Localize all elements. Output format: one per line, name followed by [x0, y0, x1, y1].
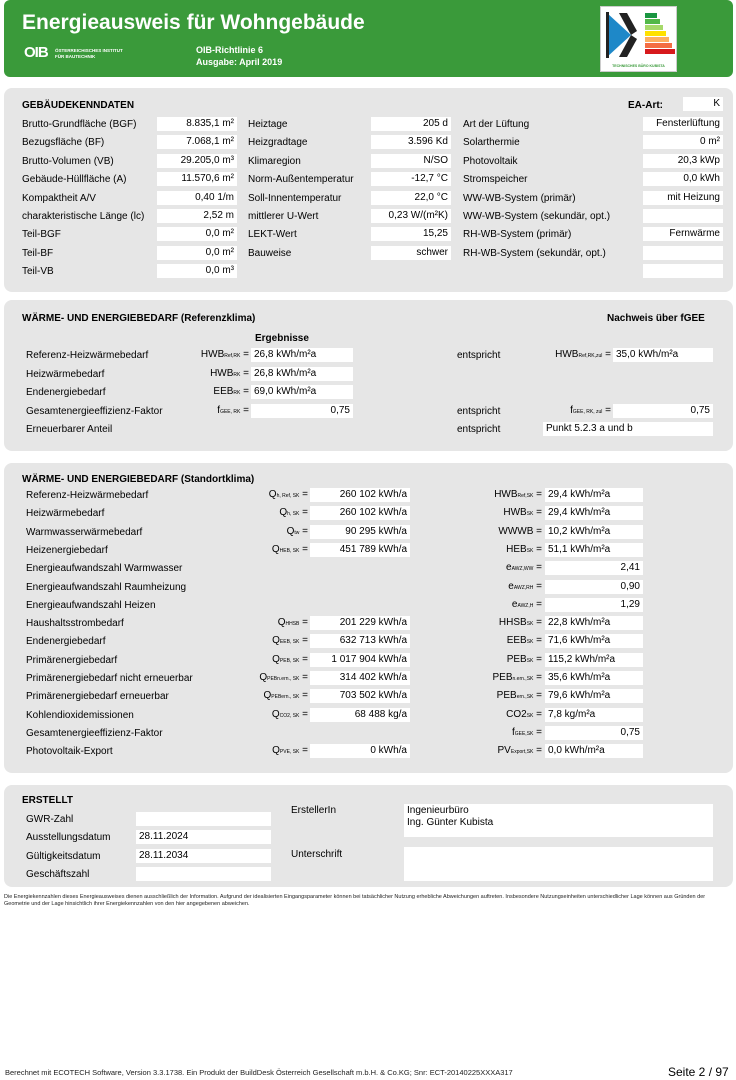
geb-value: 0,0 kWh — [643, 172, 723, 186]
ref-entspricht: entspricht — [457, 424, 501, 435]
std-value: 260 102 kWh/a — [310, 488, 410, 502]
richtlinie: OIB-Richtlinie 6 — [196, 45, 264, 55]
std-symbol-2-sub: GEE,SK — [514, 730, 534, 737]
geb-value: schwer — [371, 246, 451, 260]
std-symbol-2-main: e — [508, 580, 514, 592]
std-symbol-2-eq: = — [533, 672, 542, 683]
geb-value — [643, 264, 723, 278]
nachweis-label: Nachweis über fGEE — [607, 313, 705, 324]
geb-label: charakteristische Länge (lc) — [22, 211, 145, 222]
erstellt-label: Ausstellungsdatum — [26, 832, 111, 844]
std-symbol-eq: = — [299, 672, 308, 683]
geb-label: Heizgradtage — [248, 137, 308, 149]
std-label: Heizwärmebedarf — [26, 508, 105, 520]
ersteller-line-1: Ingenieurbüro — [407, 805, 469, 816]
ref-value-2: 35,0 kWh/m²a — [613, 348, 713, 362]
std-symbol-2 — [430, 709, 542, 722]
geb-value: 22,0 °C — [371, 191, 451, 205]
referenzklima-title: WÄRME- UND ENERGIEBEDARF (Referenzklima) — [22, 313, 256, 324]
std-value-2: 29,4 kWh/m²a — [545, 488, 643, 502]
geb-value — [643, 246, 723, 260]
std-symbol-2-main: PV — [497, 745, 511, 757]
ref-label: Endenergiebedarf — [26, 387, 106, 398]
geb-label: Soll-Innentemperatur — [248, 192, 342, 204]
std-symbol-2-sub: SK — [526, 657, 534, 664]
geb-value: 3.596 Kd — [371, 135, 451, 149]
oib-logo: OIB — [24, 44, 48, 61]
std-label: Referenz-Heizwärmebedarf — [26, 490, 149, 501]
footer-software: Berechnet mit ECOTECH Software, Version 3.3.1738. Ein Produkt der BuildDesk Österreich Gesellschaft m.b.H. & Co.KG; Snr: ECT-20140225XXXA317 — [5, 1068, 513, 1077]
std-symbol-sub: PEBn.ern., SK — [267, 676, 300, 682]
geb-value: 0,23 W/(m²K) — [371, 209, 451, 223]
disclaimer: Die Energiekennzahlen dieses Energieausweises dienen ausschließlich der Information. Aufgrund der idealisierten Eingangsparameter können bei tatsächlicher Nutzung erhebliche Abweichungen auftreten. Insbesondere Nutzungseinheiten unterschiedlicher Lage können aus Gründen der Geometrie und der Lage hinsichtlich ihrer Energiekennzahlen von den hier angegebenen abweichen. — [4, 894, 706, 907]
ausgabe: Ausgabe: April 2019 — [196, 57, 283, 67]
std-symbol-2 — [430, 635, 542, 648]
std-value-2: 1,29 — [545, 598, 643, 612]
ref-value: 26,8 kWh/m²a — [251, 348, 353, 362]
std-symbol-2-sub: AWZ,H — [517, 602, 534, 609]
std-symbol-2-eq: = — [533, 598, 542, 610]
geb-label: RH-WB-System (primär) — [463, 229, 572, 241]
ref-symbol-eq: = — [240, 404, 249, 416]
ref-symbol — [165, 368, 249, 381]
geb-label: Teil-BF — [22, 247, 54, 259]
geb-label: RH-WB-System (sekundär, opt.) — [463, 247, 606, 259]
std-symbol-eq: = — [299, 635, 308, 647]
std-value: 0 kWh/a — [310, 744, 410, 758]
std-symbol — [228, 654, 308, 667]
ref-symbol-eq: = — [240, 386, 249, 397]
std-label: Endenergiebedarf — [26, 636, 106, 648]
std-symbol-eq: = — [299, 690, 308, 702]
std-symbol-2-main: CO2 — [506, 708, 527, 720]
std-symbol-sub: h, SK — [287, 511, 300, 518]
erstellt-label: GWR-Zahl — [26, 814, 74, 825]
std-value: 90 295 kWh/a — [310, 525, 410, 539]
geb-value: 11.570,6 m² — [157, 172, 237, 186]
geb-value: N/SO — [371, 154, 451, 168]
std-label: Heizenergiebedarf — [26, 544, 108, 556]
std-symbol-2-eq: = — [533, 745, 542, 757]
std-symbol — [228, 617, 308, 630]
page-title: Energieausweis für Wohngebäude — [22, 11, 365, 34]
std-symbol-sub: PEB, SK — [279, 657, 300, 664]
ref-label: Heizwärmebedarf — [26, 368, 105, 380]
std-value-2: 10,2 kWh/m²a — [545, 525, 643, 539]
gebaeudekenndaten-title: GEBÄUDEKENNDATEN — [22, 100, 135, 111]
std-symbol-2-main: e — [511, 598, 518, 610]
std-symbol — [228, 635, 308, 648]
ref-label: Referenz-Heizwärmebedarf — [26, 350, 149, 361]
ref-symbol-sub: Ref,RK — [224, 353, 241, 359]
std-symbol-eq: = — [299, 525, 308, 537]
ref-label: Erneuerbarer Anteil — [26, 424, 113, 435]
std-symbol-2-main: HWB — [494, 489, 518, 500]
std-symbol-2 — [430, 654, 542, 667]
ref-symbol-2 — [525, 405, 611, 418]
std-symbol-2 — [430, 727, 542, 740]
std-symbol — [228, 745, 308, 758]
ref-symbol-eq: = — [240, 367, 249, 379]
geb-value: 0,0 m² — [157, 227, 237, 241]
std-symbol-2 — [430, 617, 542, 630]
std-symbol-sub: PEBern., SK — [271, 694, 300, 701]
ref-symbol-2-sub: GEE, RK, zul — [572, 408, 603, 415]
std-symbol-2 — [430, 562, 542, 575]
std-symbol-main: Q — [268, 489, 277, 500]
std-symbol — [228, 507, 308, 520]
std-symbol-2-eq: = — [533, 708, 542, 720]
geb-label: Art der Lüftung — [463, 119, 530, 130]
std-symbol-eq: = — [299, 745, 308, 757]
unterschrift-box — [404, 847, 713, 881]
std-symbol-2 — [430, 672, 542, 685]
std-symbol-2-main: PEB — [506, 653, 527, 665]
std-value-2: 79,6 kWh/m²a — [545, 689, 643, 703]
geb-label: Bauweise — [248, 247, 292, 259]
std-symbol-2-sub: SK — [526, 639, 534, 646]
std-symbol-2-main: HHSB — [498, 617, 527, 629]
std-symbol-main: Q — [272, 745, 280, 757]
geb-label: Solarthermie — [463, 137, 520, 149]
ref-symbol-main: f — [217, 404, 221, 416]
std-symbol-2-sub: SK — [526, 712, 534, 719]
geb-value: 205 d — [371, 117, 451, 131]
std-symbol-2-main: HEB — [506, 543, 527, 555]
ref-symbol-2-eq: = — [602, 404, 611, 416]
std-symbol-2-sub: Ref,SK — [517, 493, 534, 499]
ersteller-box — [404, 804, 713, 837]
std-symbol-2-eq: = — [533, 653, 542, 665]
std-value-2: 2,41 — [545, 561, 643, 575]
ref-symbol-main: EEB — [213, 386, 234, 397]
energy-label-logo — [600, 6, 677, 72]
std-value-2: 71,6 kWh/m²a — [545, 634, 643, 648]
erstellt-label: Geschäftszahl — [26, 868, 90, 880]
geb-value: 8.835,1 m² — [157, 117, 237, 131]
geb-label: Teil-VB — [22, 266, 54, 278]
std-symbol-eq: = — [299, 617, 308, 629]
std-symbol-2-eq: = — [533, 690, 542, 702]
std-symbol-2-sub: AWZ,WW — [511, 566, 534, 573]
oib-logo-subtitle: ÖSTERREICHISCHES INSTITUT FÜR BAUTECHNIK — [55, 48, 123, 59]
std-value: 1 017 904 kWh/a — [310, 653, 410, 667]
geb-value: 2,52 m — [157, 209, 237, 223]
geb-value — [643, 209, 723, 223]
std-label: Primärenergiebedarf nicht erneuerbar — [26, 673, 193, 684]
ersteller-label: ErstellerIn — [291, 805, 337, 816]
std-symbol-sub: EEB, SK — [279, 639, 300, 646]
ref-symbol-main: HWB — [200, 349, 225, 360]
std-symbol-2-main: e — [506, 562, 512, 574]
ref-symbol-sub: RK — [233, 390, 241, 396]
std-value-2: 115,2 kWh/m²a — [545, 653, 643, 667]
std-symbol-2-sub: AWZ,RH — [513, 584, 534, 591]
std-symbol-2 — [430, 690, 542, 703]
std-label: Photovoltaik-Export — [26, 746, 113, 758]
geb-value: -12,7 °C — [371, 172, 451, 186]
ea-art-value: K — [683, 97, 723, 111]
ref-label: Gesamtenergieeffizienz-Faktor — [26, 405, 163, 417]
std-symbol — [228, 709, 308, 722]
geb-label: LEKT-Wert — [248, 229, 297, 241]
std-symbol-eq: = — [299, 489, 308, 500]
geb-label: Bezugsfläche (BF) — [22, 137, 105, 149]
std-symbol-2-main: WWWB — [498, 525, 534, 537]
std-symbol-2 — [430, 507, 542, 520]
std-label: Haushaltsstrombedarf — [26, 618, 124, 630]
ref-value: 0,75 — [251, 404, 353, 418]
std-symbol-2 — [430, 544, 542, 557]
std-symbol-main: Q — [259, 672, 268, 683]
std-label: Energieaufwandszahl Raumheizung — [26, 581, 187, 593]
geb-value: 0 m² — [643, 135, 723, 149]
std-symbol-main: Q — [279, 507, 288, 519]
std-symbol-2-eq: = — [533, 617, 542, 629]
ref-entspricht: entspricht — [457, 405, 501, 417]
ref-value: 69,0 kWh/m²a — [251, 385, 353, 399]
std-symbol-2-eq: = — [533, 525, 542, 537]
std-value-2: 0,0 kWh/m²a — [545, 744, 643, 758]
std-value: 314 402 kWh/a — [310, 671, 410, 685]
ref-value-2: 0,75 — [613, 404, 713, 418]
ref-symbol-eq: = — [240, 349, 249, 360]
geb-label: Heiztage — [248, 119, 288, 130]
std-label: Gesamtenergieeffizienz-Faktor — [26, 727, 163, 739]
std-symbol — [228, 526, 308, 539]
geb-label: Brutto-Volumen (VB) — [22, 155, 114, 167]
geb-label: Norm-Außentemperatur — [248, 174, 354, 186]
ref-symbol — [165, 405, 249, 418]
ref-symbol-2-eq: = — [602, 349, 611, 360]
erstellt-value — [136, 812, 271, 826]
std-symbol-2-eq: = — [533, 543, 542, 555]
std-symbol-eq: = — [299, 507, 308, 519]
std-value: 632 713 kWh/a — [310, 634, 410, 648]
geb-value: Fensterlüftung — [643, 117, 723, 131]
std-symbol-main: Q — [271, 543, 280, 555]
geb-label: Brutto-Grundfläche (BGF) — [22, 119, 137, 130]
geb-value: Fernwärme — [643, 227, 723, 241]
std-symbol — [228, 672, 308, 685]
erstellt-value: 28.11.2024 — [136, 830, 271, 844]
ref-symbol-2-main: HWB — [555, 349, 579, 360]
std-value-2: 0,90 — [545, 580, 643, 594]
std-label: Kohlendioxidemissionen — [26, 709, 134, 721]
geb-value: 0,0 m² — [157, 246, 237, 260]
ref-symbol-main: HWB — [210, 367, 234, 379]
std-symbol-main: Q — [272, 653, 280, 665]
std-symbol — [228, 544, 308, 557]
erstellt-title: ERSTELLT — [22, 795, 73, 806]
std-symbol-main: Q — [263, 690, 272, 702]
std-symbol-2-main: f — [511, 726, 515, 738]
std-symbol-2-main: PEB — [496, 690, 517, 702]
std-symbol — [228, 690, 308, 703]
geb-label: mittlerer U-Wert — [248, 211, 319, 222]
std-symbol-2-sub: Export,SK — [510, 749, 534, 756]
ref-entspricht: entspricht — [457, 350, 501, 361]
ref-symbol — [165, 386, 249, 399]
std-symbol-2-eq: = — [533, 489, 542, 500]
std-value-2: 51,1 kWh/m²a — [545, 543, 643, 557]
page-number: Seite 2 / 97 — [668, 1065, 729, 1079]
std-symbol-2 — [430, 745, 542, 758]
ref-symbol-2 — [525, 349, 611, 362]
std-label: Energieaufwandszahl Heizen — [26, 599, 156, 611]
geb-label: Teil-BGF — [22, 229, 61, 241]
std-value: 68 488 kg/a — [310, 708, 410, 722]
logo-caption: TECHNISCHES BÜRO KUBISTA — [612, 64, 665, 68]
ersteller-line-2: Ing. Günter Kubista — [407, 817, 494, 828]
std-symbol-2-sub: SK — [526, 511, 534, 518]
std-label: Warmwasserwärmebedarf — [26, 526, 143, 538]
unterschrift-label: Unterschrift — [291, 849, 343, 860]
std-symbol-2-sub: SK — [526, 547, 534, 554]
std-label: Energieaufwandszahl Warmwasser — [26, 563, 183, 575]
std-symbol-eq: = — [299, 653, 308, 665]
std-value-2: 0,75 — [545, 726, 643, 740]
std-symbol-2-main: HWB — [503, 507, 527, 519]
std-symbol-sub: h, Ref, SK — [276, 493, 300, 499]
std-symbol-main: Q — [272, 635, 280, 647]
std-symbol-2-main: PEB — [492, 672, 513, 683]
standortklima-title: WÄRME- UND ENERGIEBEDARF (Standortklima) — [22, 474, 255, 485]
std-symbol-2-eq: = — [533, 726, 542, 738]
geb-label: Kompaktheit A/V — [22, 192, 96, 204]
erstellt-value: 28.11.2034 — [136, 849, 271, 863]
std-value-2: 35,6 kWh/m²a — [545, 671, 643, 685]
erstellt-value — [136, 867, 271, 881]
std-symbol-main: Q — [286, 525, 295, 537]
ref-symbol — [165, 349, 249, 362]
geb-label: Photovoltaik — [463, 155, 518, 167]
geb-value: mit Heizung — [643, 191, 723, 205]
geb-value: 15,25 — [371, 227, 451, 241]
ref-symbol-sub: RK — [233, 371, 241, 378]
std-symbol-eq: = — [299, 543, 308, 555]
geb-label: WW-WB-System (primär) — [463, 192, 576, 204]
std-label: Primärenergiebedarf — [26, 654, 118, 666]
ea-art-label: EA-Art: — [628, 100, 663, 111]
ref-value-2: Punkt 5.2.3 a und b — [543, 422, 713, 436]
std-symbol-sub: tw — [294, 529, 300, 536]
std-value: 201 229 kWh/a — [310, 616, 410, 630]
std-symbol-2-sub: SK — [526, 621, 534, 628]
ref-symbol-2-sub: Ref,RK,zul — [578, 353, 603, 359]
ref-symbol-2-main: f — [570, 404, 573, 416]
std-symbol — [228, 489, 308, 502]
std-symbol-eq: = — [299, 708, 308, 720]
std-symbol-main: Q — [271, 708, 280, 720]
geb-value: 20,3 kWp — [643, 154, 723, 168]
geb-value: 0,40 1/m — [157, 191, 237, 205]
std-symbol-2 — [430, 526, 542, 539]
geb-label: Stromspeicher — [463, 174, 528, 186]
std-value: 703 502 kWh/a — [310, 689, 410, 703]
std-symbol-sub: CO2, SK — [279, 712, 300, 719]
std-symbol-2-sub: ern.,SK — [516, 694, 534, 701]
geb-value: 7.068,1 m² — [157, 135, 237, 149]
std-symbol-main: Q — [277, 617, 286, 629]
erstellt-label: Gültigkeitsdatum — [26, 850, 101, 862]
std-value-2: 29,4 kWh/m²a — [545, 506, 643, 520]
std-symbol-2-eq: = — [533, 507, 542, 519]
geb-label: Gebäude-Hüllfläche (A) — [22, 174, 127, 186]
std-label: Primärenergiebedarf erneuerbar — [26, 691, 169, 703]
std-symbol-2 — [430, 599, 542, 612]
geb-value: 29.205,0 m³ — [157, 154, 237, 168]
std-symbol-sub: HHSB — [285, 621, 300, 628]
std-symbol-2 — [430, 489, 542, 502]
geb-label: Klimaregion — [248, 155, 301, 167]
std-symbol-sub: PVE, SK — [279, 749, 300, 756]
ergebnisse-label: Ergebnisse — [255, 333, 309, 344]
std-value-2: 22,8 kWh/m²a — [545, 616, 643, 630]
std-symbol-2-eq: = — [533, 562, 542, 574]
std-symbol-2-sub: n.ern.,SK — [512, 676, 534, 682]
std-value: 451 789 kWh/a — [310, 543, 410, 557]
std-value: 260 102 kWh/a — [310, 506, 410, 520]
std-symbol-2-main: EEB — [506, 635, 527, 647]
std-symbol-sub: HEB, SK — [279, 547, 300, 554]
std-symbol-2-eq: = — [533, 635, 542, 647]
geb-label: WW-WB-System (sekundär, opt.) — [463, 211, 611, 222]
ref-symbol-sub: GEE, RK — [220, 408, 241, 415]
std-symbol-2-eq: = — [533, 580, 542, 592]
geb-value: 0,0 m³ — [157, 264, 237, 278]
std-symbol-2 — [430, 581, 542, 594]
std-value-2: 7,8 kg/m²a — [545, 708, 643, 722]
ref-value: 26,8 kWh/m²a — [251, 367, 353, 381]
